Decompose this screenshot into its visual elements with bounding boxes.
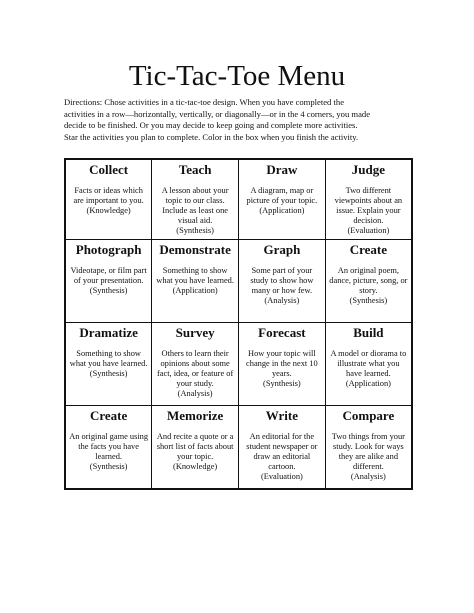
cell-title: Collect — [89, 162, 129, 177]
cell-level: (Application) — [345, 378, 391, 388]
grid-cell-write[interactable] — [239, 406, 326, 490]
cell-description: Facts or ideas which are important to you. — [73, 186, 144, 205]
grid-row — [65, 323, 412, 406]
cell-description: And recite a quote or a short list of facts about your topic. — [156, 432, 234, 461]
grid-cell-compare[interactable] — [325, 406, 412, 490]
grid-cell-survey[interactable] — [152, 323, 239, 406]
cell-description: An original poem, dance, picture, song, or story. — [329, 266, 408, 295]
cell-title: Survey — [175, 325, 215, 340]
cell-title: Photograph — [75, 242, 142, 257]
grid-cell-forecast[interactable] — [239, 323, 326, 406]
grid-cell-collect[interactable] — [65, 159, 152, 240]
cell-title: Dramatize — [79, 325, 138, 340]
cell-description: Others to learn their opinions about some fact, idea, or feature of your study. — [156, 349, 234, 388]
cell-description: Something to show what you have learned. — [69, 349, 148, 368]
page-title: Tic-Tac-Toe Menu — [128, 60, 346, 92]
cell-level: (Synthesis) — [89, 368, 128, 378]
grid-cell-build[interactable] — [325, 323, 412, 406]
cell-description: A lesson about your topic to our class. Include as least one visual aid. — [161, 186, 229, 225]
directions-line: decide to be finished. Or you may decide to keep going and complete more activities. — [64, 120, 358, 130]
cell-level: (Synthesis) — [349, 295, 388, 305]
directions-text — [64, 97, 416, 143]
cell-title: Graph — [263, 242, 301, 257]
grid-cell-draw[interactable] — [239, 159, 326, 240]
cell-level: (Analysis) — [264, 295, 300, 305]
cell-title: Create — [349, 242, 388, 257]
cell-title: Draw — [266, 162, 298, 177]
cell-level: (Analysis) — [177, 388, 213, 398]
grid-cell-photograph[interactable] — [65, 240, 152, 323]
cell-title: Forecast — [258, 325, 306, 340]
grid-cell-demonstrate[interactable] — [152, 240, 239, 323]
cell-level: (Application) — [172, 285, 218, 295]
grid-cell-teach[interactable] — [152, 159, 239, 240]
cell-title: Write — [265, 408, 298, 423]
cell-description: Something to show what you have learned. — [156, 266, 234, 285]
cell-level: (Synthesis) — [176, 225, 214, 235]
directions-line: Star the activities you plan to complete. Color in the box when you finish the activity. — [64, 131, 359, 142]
cell-description: Some part of your study to show how many or how few. — [250, 266, 314, 295]
grid-cell-create[interactable] — [325, 240, 412, 323]
cell-description: Videotape, or film part of your presentation. — [70, 266, 147, 285]
cell-level: (Synthesis) — [89, 461, 128, 471]
cell-level: (Synthesis) — [89, 285, 128, 295]
cell-description: How your topic will change in the next 10 years. — [246, 349, 318, 378]
tic-tac-toe-grid — [64, 158, 413, 490]
grid-cell-create-game[interactable] — [65, 406, 152, 490]
grid-cell-dramatize[interactable] — [65, 323, 152, 406]
cell-level: (Evaluation) — [260, 471, 303, 481]
cell-title: Memorize — [166, 408, 224, 423]
grid-cell-memorize[interactable] — [152, 406, 239, 490]
grid-row — [65, 159, 412, 240]
cell-description: A diagram, map or picture of your topic. — [246, 186, 318, 205]
cell-title: Compare — [342, 408, 395, 423]
cell-title: Judge — [351, 162, 385, 177]
cell-description: Two different viewpoints about an issue. Explain your decision. — [334, 186, 403, 225]
grid-cell-graph[interactable] — [239, 240, 326, 323]
directions-line: Directions: Chose activities in a tic-tac-toe design. When you have completed the — [64, 97, 345, 107]
cell-level: (Application) — [259, 205, 305, 215]
cell-level: (Evaluation) — [347, 225, 390, 235]
grid-row — [65, 240, 412, 323]
cell-description: Two things from your study. Look for ways they are alike and different. — [331, 432, 405, 471]
cell-level: (Synthesis) — [263, 378, 301, 388]
cell-title: Create — [89, 408, 128, 423]
cell-title: Demonstrate — [159, 242, 231, 257]
grid-cell-judge[interactable] — [325, 159, 412, 240]
cell-level: (Analysis) — [350, 471, 386, 481]
grid-row — [65, 406, 412, 490]
cell-description: An editorial for the student newspaper or draw an editorial cartoon. — [246, 432, 318, 471]
directions-line: activities in a row—horizontally, vertically, or diagonally—or in the 4 corners, you made — [64, 108, 371, 119]
cell-description: An original game using the facts you have learned. — [69, 432, 149, 461]
cell-level: (Knowledge) — [173, 461, 218, 471]
cell-description: A model or diorama to illustrate what you have learned. — [330, 349, 407, 378]
cell-title: Build — [353, 325, 384, 340]
cell-level: (Knowledge) — [86, 205, 131, 215]
cell-title: Teach — [178, 162, 212, 177]
